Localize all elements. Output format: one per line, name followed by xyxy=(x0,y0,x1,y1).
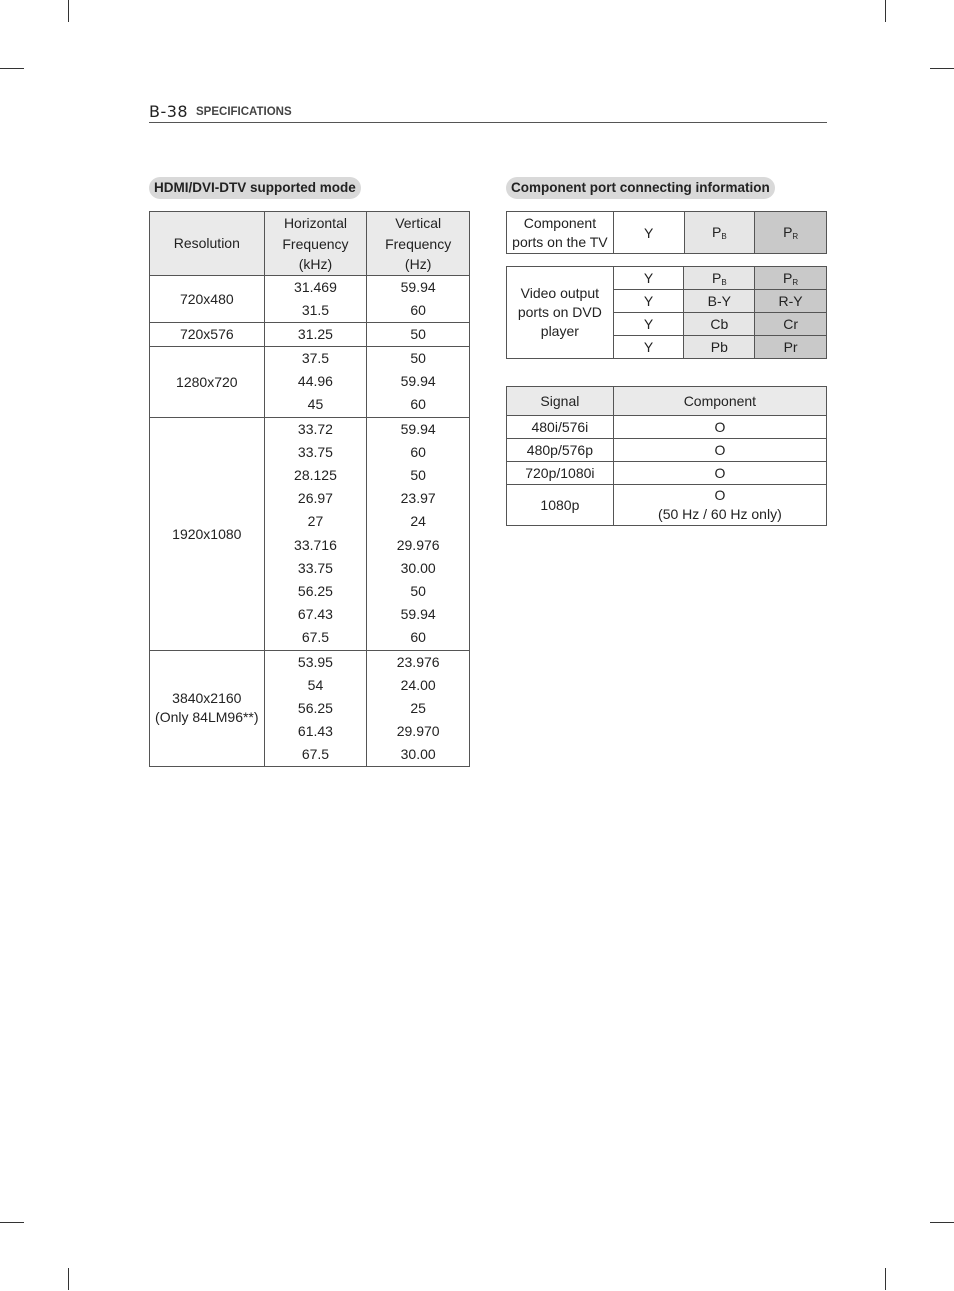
port-y: Y xyxy=(613,212,684,254)
table-row-3840x2160 xyxy=(150,650,470,767)
column-header-signal: Signal xyxy=(507,387,614,416)
column-header-resolution: Resolution xyxy=(150,212,265,276)
port-pb: $P_B$ xyxy=(684,212,755,254)
table-row-1920x1080 xyxy=(150,417,470,650)
resolution-cell: 1920x1080 xyxy=(150,417,265,650)
crop-mark xyxy=(68,0,69,22)
crop-mark xyxy=(930,1222,954,1223)
table-row-720x576 xyxy=(150,322,470,346)
horizontal-cell: 53.95 54 56.25 61.43 67.5 xyxy=(264,650,367,767)
dvd-port-row xyxy=(507,267,827,290)
component-cell: O xyxy=(613,416,826,439)
table-header-row xyxy=(507,387,827,416)
dvd-ports-label: Video output ports on DVD player xyxy=(507,267,614,359)
horizontal-cell: 31.469 31.5 xyxy=(264,275,367,322)
port-r: R-Y xyxy=(755,290,827,313)
port-y: Y xyxy=(613,290,684,313)
vertical-cell: 23.976 24.00 25 29.970 30.00 xyxy=(367,650,470,767)
tv-ports-table xyxy=(506,211,827,254)
resolution-cell: 1280x720 xyxy=(150,347,265,418)
page-header xyxy=(149,102,827,123)
column-header-horizontal: Horizontal Frequency (kHz) xyxy=(264,212,367,276)
column-header-component: Component xyxy=(613,387,826,416)
table-row xyxy=(507,439,827,462)
tv-ports-row xyxy=(507,212,827,254)
horizontal-cell: 37.5 44.96 45 xyxy=(264,347,367,418)
table-row xyxy=(507,462,827,485)
port-y: Y xyxy=(613,313,684,336)
table-row-720x480 xyxy=(150,275,470,322)
signal-cell: 480i/576i xyxy=(507,416,614,439)
port-pr: $P_R$ xyxy=(755,212,827,254)
crop-mark xyxy=(885,1268,886,1290)
port-b: B-Y xyxy=(684,290,755,313)
horizontal-cell: 33.72 33.75 28.125 26.97 27 33.716 33.75 56.25 67.43 67.5 xyxy=(264,417,367,650)
component-cell: O (50 Hz / 60 Hz only) xyxy=(613,485,826,526)
table-row xyxy=(507,485,827,526)
table-header-row xyxy=(150,212,470,276)
vertical-cell: 50 xyxy=(367,322,470,346)
tv-ports-label: Component ports on the TV xyxy=(507,212,614,254)
crop-mark xyxy=(0,1222,24,1223)
port-b: $P_B$ xyxy=(684,267,755,290)
port-r: Pr xyxy=(755,336,827,359)
section-title: SPECIFICATIONS xyxy=(196,106,292,118)
crop-mark xyxy=(0,68,24,69)
port-r: Cr xyxy=(755,313,827,336)
hdmi-modes-table xyxy=(149,211,470,767)
column-header-vertical: Vertical Frequency (Hz) xyxy=(367,212,470,276)
table-row xyxy=(507,416,827,439)
vertical-cell: 59.94 60 xyxy=(367,275,470,322)
component-section-title: Component port connecting information xyxy=(506,177,775,199)
signal-cell: 720p/1080i xyxy=(507,462,614,485)
resolution-cell: 720x480 xyxy=(150,275,265,322)
port-y: Y xyxy=(613,336,684,359)
crop-mark xyxy=(68,1268,69,1290)
signal-cell: 1080p xyxy=(507,485,614,526)
page-number: B-38 xyxy=(149,102,189,121)
dvd-ports-table xyxy=(506,266,827,359)
resolution-cell: 720x576 xyxy=(150,322,265,346)
port-b: Pb xyxy=(684,336,755,359)
table-row-1280x720 xyxy=(150,347,470,418)
crop-mark xyxy=(885,0,886,22)
signal-table xyxy=(506,386,827,526)
vertical-cell: 50 59.94 60 xyxy=(367,347,470,418)
resolution-cell: 3840x2160 (Only 84LM96**) xyxy=(150,650,265,767)
signal-cell: 480p/576p xyxy=(507,439,614,462)
port-b: Cb xyxy=(684,313,755,336)
hdmi-section-title: HDMI/DVI-DTV supported mode xyxy=(149,177,361,199)
horizontal-cell: 31.25 xyxy=(264,322,367,346)
component-cell: O xyxy=(613,462,826,485)
component-cell: O xyxy=(613,439,826,462)
crop-mark xyxy=(930,68,954,69)
port-y: Y xyxy=(613,267,684,290)
vertical-cell: 59.94 60 50 23.97 24 29.976 30.00 50 59.94 60 xyxy=(367,417,470,650)
port-r: $P_R$ xyxy=(755,267,827,290)
